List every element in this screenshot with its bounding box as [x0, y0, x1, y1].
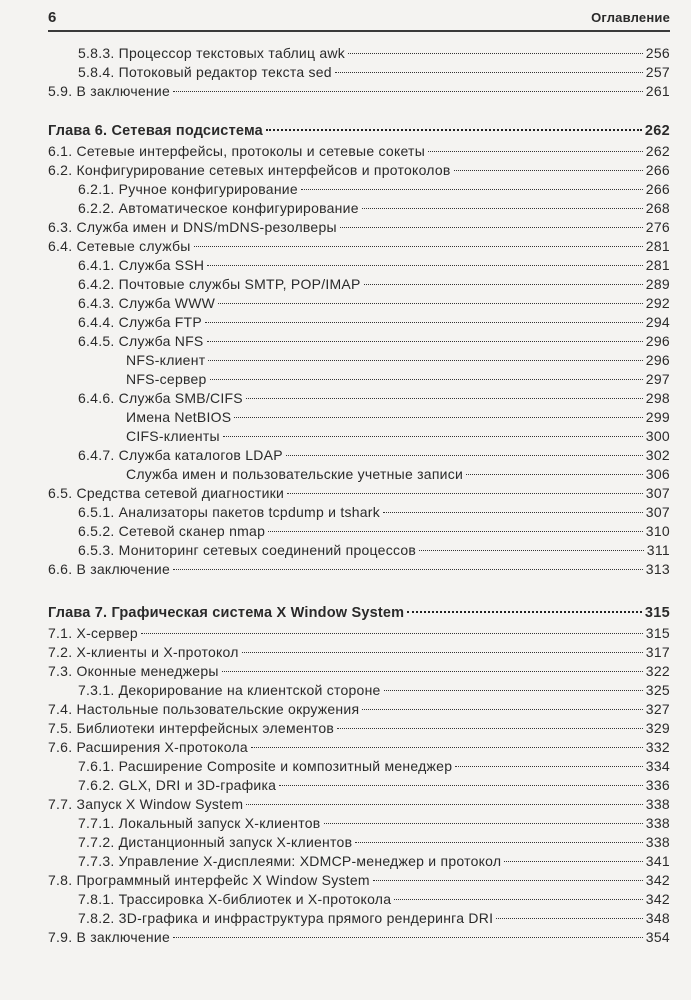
toc-entry — [48, 142, 670, 161]
toc-entry-page: 338 — [645, 815, 670, 831]
dot-leader — [394, 899, 642, 900]
toc-entry-page: 294 — [645, 314, 670, 330]
toc-entry-title: 7.7.1. Локальный запуск X-клиентов — [78, 815, 321, 831]
toc-entry-page: 292 — [645, 295, 670, 311]
toc-entry — [48, 332, 670, 351]
toc-entry — [48, 643, 670, 662]
toc-entry-title: 6.2. Конфигурирование сетевых интерфейсов и протоколов — [48, 162, 451, 178]
dot-leader — [242, 652, 643, 653]
toc-entry-title: 6.1. Сетевые интерфейсы, протоколы и сетевые сокеты — [48, 143, 426, 159]
toc-entry — [48, 82, 670, 101]
toc-entry-title: 7.1. X-сервер — [48, 625, 138, 641]
toc-entry-page: 336 — [645, 777, 670, 793]
dot-leader — [268, 531, 643, 532]
toc-entry-title: 7.4. Настольные пользовательские окружения — [48, 701, 360, 717]
toc-entry — [48, 522, 670, 541]
dot-leader — [210, 379, 643, 380]
toc-entry-title: 6.2.1. Ручное конфигурирование — [78, 181, 298, 197]
toc-entry-page: 315 — [644, 605, 670, 621]
dot-leader — [141, 633, 643, 634]
dot-leader — [286, 455, 643, 456]
toc-entry-title: 6.4.5. Служба NFS — [78, 333, 204, 349]
toc-entry-title: Имена NetBIOS — [126, 409, 232, 425]
toc-entry-title: NFS-клиент — [126, 352, 206, 368]
toc-entry-title: 5.8.4. Потоковый редактор текста sed — [78, 64, 332, 80]
toc-entry — [48, 218, 670, 237]
toc-entry — [48, 852, 670, 871]
toc-entry-title: 6.4.4. Служба FTP — [78, 314, 202, 330]
toc-entry — [48, 313, 670, 332]
dot-leader — [222, 671, 643, 672]
toc-entry — [48, 928, 670, 947]
toc-entry-page: 298 — [645, 390, 670, 406]
toc-entry-page: 307 — [645, 504, 670, 520]
toc-entry-page: 266 — [645, 162, 670, 178]
toc-entry — [48, 44, 670, 63]
toc-entry — [48, 427, 670, 446]
toc-entry — [48, 814, 670, 833]
toc-entry-title: 6.4.6. Служба SMB/CIFS — [78, 390, 243, 406]
chapter-entry — [48, 604, 670, 624]
toc-entry-page: 276 — [645, 219, 670, 235]
toc-entry-page: 338 — [645, 834, 670, 850]
toc-entry-page: 296 — [645, 333, 670, 349]
page-header — [48, 8, 670, 32]
toc-entry-page: 342 — [645, 891, 670, 907]
dot-leader — [173, 937, 643, 938]
toc-entry-title: 7.5. Библиотеки интерфейсных элементов — [48, 720, 335, 736]
toc-entry-title: 7.6. Расширения X-протокола — [48, 739, 248, 755]
dot-leader — [173, 91, 643, 92]
toc-entry — [48, 833, 670, 852]
dot-leader — [466, 474, 643, 475]
toc-entry-title: 6.2.2. Автоматическое конфигурирование — [78, 200, 359, 216]
dot-leader — [362, 208, 643, 209]
dot-leader — [246, 804, 642, 805]
dot-leader — [301, 189, 643, 190]
toc-entry-page: 257 — [645, 64, 670, 80]
toc-entry-page: 325 — [645, 682, 670, 698]
toc-entry — [48, 294, 670, 313]
toc-entry-page: 268 — [645, 200, 670, 216]
chapter-entry — [48, 122, 670, 142]
toc-entry-page: 348 — [645, 910, 670, 926]
toc-entry — [48, 275, 670, 294]
dot-leader — [205, 322, 643, 323]
dot-leader — [266, 129, 642, 131]
dot-leader — [348, 53, 643, 54]
toc-entry-title: 7.6.1. Расширение Composite и композитный менеджер — [78, 758, 453, 774]
toc-entry-title: 6.3. Служба имен и DNS/mDNS-резолверы — [48, 219, 337, 235]
dot-leader — [340, 227, 643, 228]
toc-entry — [48, 446, 670, 465]
toc-entry-title: 6.6. В заключение — [48, 561, 170, 577]
dot-leader — [208, 360, 642, 361]
toc-entry — [48, 662, 670, 681]
toc-entry — [48, 909, 670, 928]
toc-entry-page: 289 — [645, 276, 670, 292]
toc-entry — [48, 560, 670, 579]
toc-entry — [48, 484, 670, 503]
toc-entry-page: 302 — [645, 447, 670, 463]
toc-entry-title: 5.8.3. Процессор текстовых таблиц awk — [78, 45, 346, 61]
toc-entry-page: 266 — [645, 181, 670, 197]
toc-entry-title: Служба имен и пользовательские учетные записи — [126, 466, 464, 482]
dot-leader — [496, 918, 642, 919]
toc-entry-title: 7.3.1. Декорирование на клиентской стороне — [78, 682, 381, 698]
page-number: 6 — [48, 9, 57, 26]
dot-leader — [419, 550, 644, 551]
dot-leader — [364, 284, 643, 285]
dot-leader — [504, 861, 642, 862]
toc-entry-page: 317 — [645, 644, 670, 660]
toc-entry-title: 7.7.2. Дистанционный запуск X-клиентов — [78, 834, 353, 850]
dot-leader — [407, 611, 642, 613]
toc-entry-page: 327 — [645, 701, 670, 717]
toc-entry-title: 7.8. Программный интерфейс X Window System — [48, 872, 370, 888]
toc-entry — [48, 199, 670, 218]
toc-entry-page: 322 — [645, 663, 670, 679]
toc-entry-title: 7.8.1. Трассировка X-библиотек и X-протокола — [78, 891, 392, 907]
toc-section-chapter-5-tail — [48, 44, 670, 101]
toc-entry-title: 7.7. Запуск X Window System — [48, 796, 244, 812]
dot-leader — [251, 747, 643, 748]
toc-entry — [48, 63, 670, 82]
toc-entry-page: 256 — [645, 45, 670, 61]
toc-entry-page: 306 — [645, 466, 670, 482]
dot-leader — [384, 690, 643, 691]
toc-entry — [48, 719, 670, 738]
dot-leader — [279, 785, 643, 786]
toc-entry-title: 6.5.3. Мониторинг сетевых соединений процессов — [78, 542, 417, 558]
running-title: Оглавление — [591, 10, 670, 25]
dot-leader — [194, 246, 643, 247]
toc-entry-page: 342 — [645, 872, 670, 888]
toc-entry-title: 7.3. Оконные менеджеры — [48, 663, 219, 679]
toc-entry — [48, 161, 670, 180]
toc-entry — [48, 681, 670, 700]
toc-entry-page: 307 — [645, 485, 670, 501]
dot-leader — [337, 728, 643, 729]
toc-entry — [48, 776, 670, 795]
toc-entry-page: 313 — [645, 561, 670, 577]
toc-entry — [48, 180, 670, 199]
dot-leader — [234, 417, 642, 418]
toc-entry — [48, 370, 670, 389]
toc-entry — [48, 624, 670, 643]
dot-leader — [207, 341, 643, 342]
toc-entry-title: 7.7.3. Управление X-дисплеями: XDMCP-менеджер и протокол — [78, 853, 502, 869]
toc-entry — [48, 256, 670, 275]
toc-entry-page: 281 — [645, 238, 670, 254]
dot-leader — [324, 823, 643, 824]
toc-entry-title: 6.4.7. Служба каталогов LDAP — [78, 447, 283, 463]
dot-leader — [355, 842, 642, 843]
toc-entry — [48, 890, 670, 909]
toc-entry-page: 299 — [645, 409, 670, 425]
toc-entry-title: 6.5. Средства сетевой диагностики — [48, 485, 285, 501]
toc-entry — [48, 351, 670, 370]
toc-entry-page: 262 — [644, 123, 670, 139]
toc-entry-title: 6.4.2. Почтовые службы SMTP, POP/IMAP — [78, 276, 361, 292]
toc-entry-title: 6.5.2. Сетевой сканер nmap — [78, 523, 266, 539]
toc-entry — [48, 795, 670, 814]
toc-entry — [48, 757, 670, 776]
toc-entry — [48, 503, 670, 522]
dot-leader — [455, 766, 643, 767]
toc-entry-page: 354 — [645, 929, 670, 945]
toc-entry-title: 7.6.2. GLX, DRI и 3D-графика — [78, 777, 277, 793]
toc-entry-page: 341 — [645, 853, 670, 869]
dot-leader — [383, 512, 643, 513]
dot-leader — [428, 151, 643, 152]
dot-leader — [287, 493, 643, 494]
toc-entry-page: 262 — [645, 143, 670, 159]
toc-entry-page: 332 — [645, 739, 670, 755]
dot-leader — [218, 303, 643, 304]
toc-entry — [48, 738, 670, 757]
toc-entry-page: 310 — [645, 523, 670, 539]
toc-entry-page: 334 — [645, 758, 670, 774]
dot-leader — [246, 398, 643, 399]
toc-entry — [48, 389, 670, 408]
toc-entry-title: 7.8.2. 3D-графика и инфраструктура прямого рендеринга DRI — [78, 910, 494, 926]
toc-entry-page: 261 — [645, 83, 670, 99]
toc-entry-title: Глава 6. Сетевая подсистема — [48, 123, 263, 139]
toc-entry-page: 311 — [646, 542, 670, 558]
toc-entry-page: 281 — [645, 257, 670, 273]
toc-entry — [48, 465, 670, 484]
toc-entry — [48, 871, 670, 890]
toc-entry — [48, 408, 670, 427]
toc-entry-title: 6.5.1. Анализаторы пакетов tcpdump и tshark — [78, 504, 380, 520]
toc-entry-title: NFS-сервер — [126, 371, 207, 387]
toc-entry-title: CIFS-клиенты — [126, 428, 220, 444]
toc-entry — [48, 541, 670, 560]
dot-leader — [335, 72, 643, 73]
dot-leader — [454, 170, 643, 171]
toc-section-chapter-7 — [48, 604, 670, 947]
dot-leader — [173, 569, 643, 570]
toc-entry — [48, 237, 670, 256]
toc-entry-page: 329 — [645, 720, 670, 736]
dot-leader — [373, 880, 643, 881]
dot-leader — [207, 265, 642, 266]
dot-leader — [223, 436, 643, 437]
toc-entry-title: Глава 7. Графическая система X Window System — [48, 605, 405, 621]
toc-entry-title: 7.2. X-клиенты и X-протокол — [48, 644, 239, 660]
toc-entry-title: 7.9. В заключение — [48, 929, 170, 945]
toc-entry-page: 338 — [645, 796, 670, 812]
toc-entry-page: 297 — [645, 371, 670, 387]
toc-entry-title: 5.9. В заключение — [48, 83, 170, 99]
toc-entry-title: 6.4.1. Служба SSH — [78, 257, 205, 273]
toc-section-chapter-6 — [48, 122, 670, 579]
dot-leader — [362, 709, 642, 710]
toc-entry-title: 6.4. Сетевые службы — [48, 238, 191, 254]
toc-entry — [48, 700, 670, 719]
toc-entry-page: 296 — [645, 352, 670, 368]
toc-entry-page: 300 — [645, 428, 670, 444]
toc-entry-title: 6.4.3. Служба WWW — [78, 295, 216, 311]
toc-entry-page: 315 — [645, 625, 670, 641]
